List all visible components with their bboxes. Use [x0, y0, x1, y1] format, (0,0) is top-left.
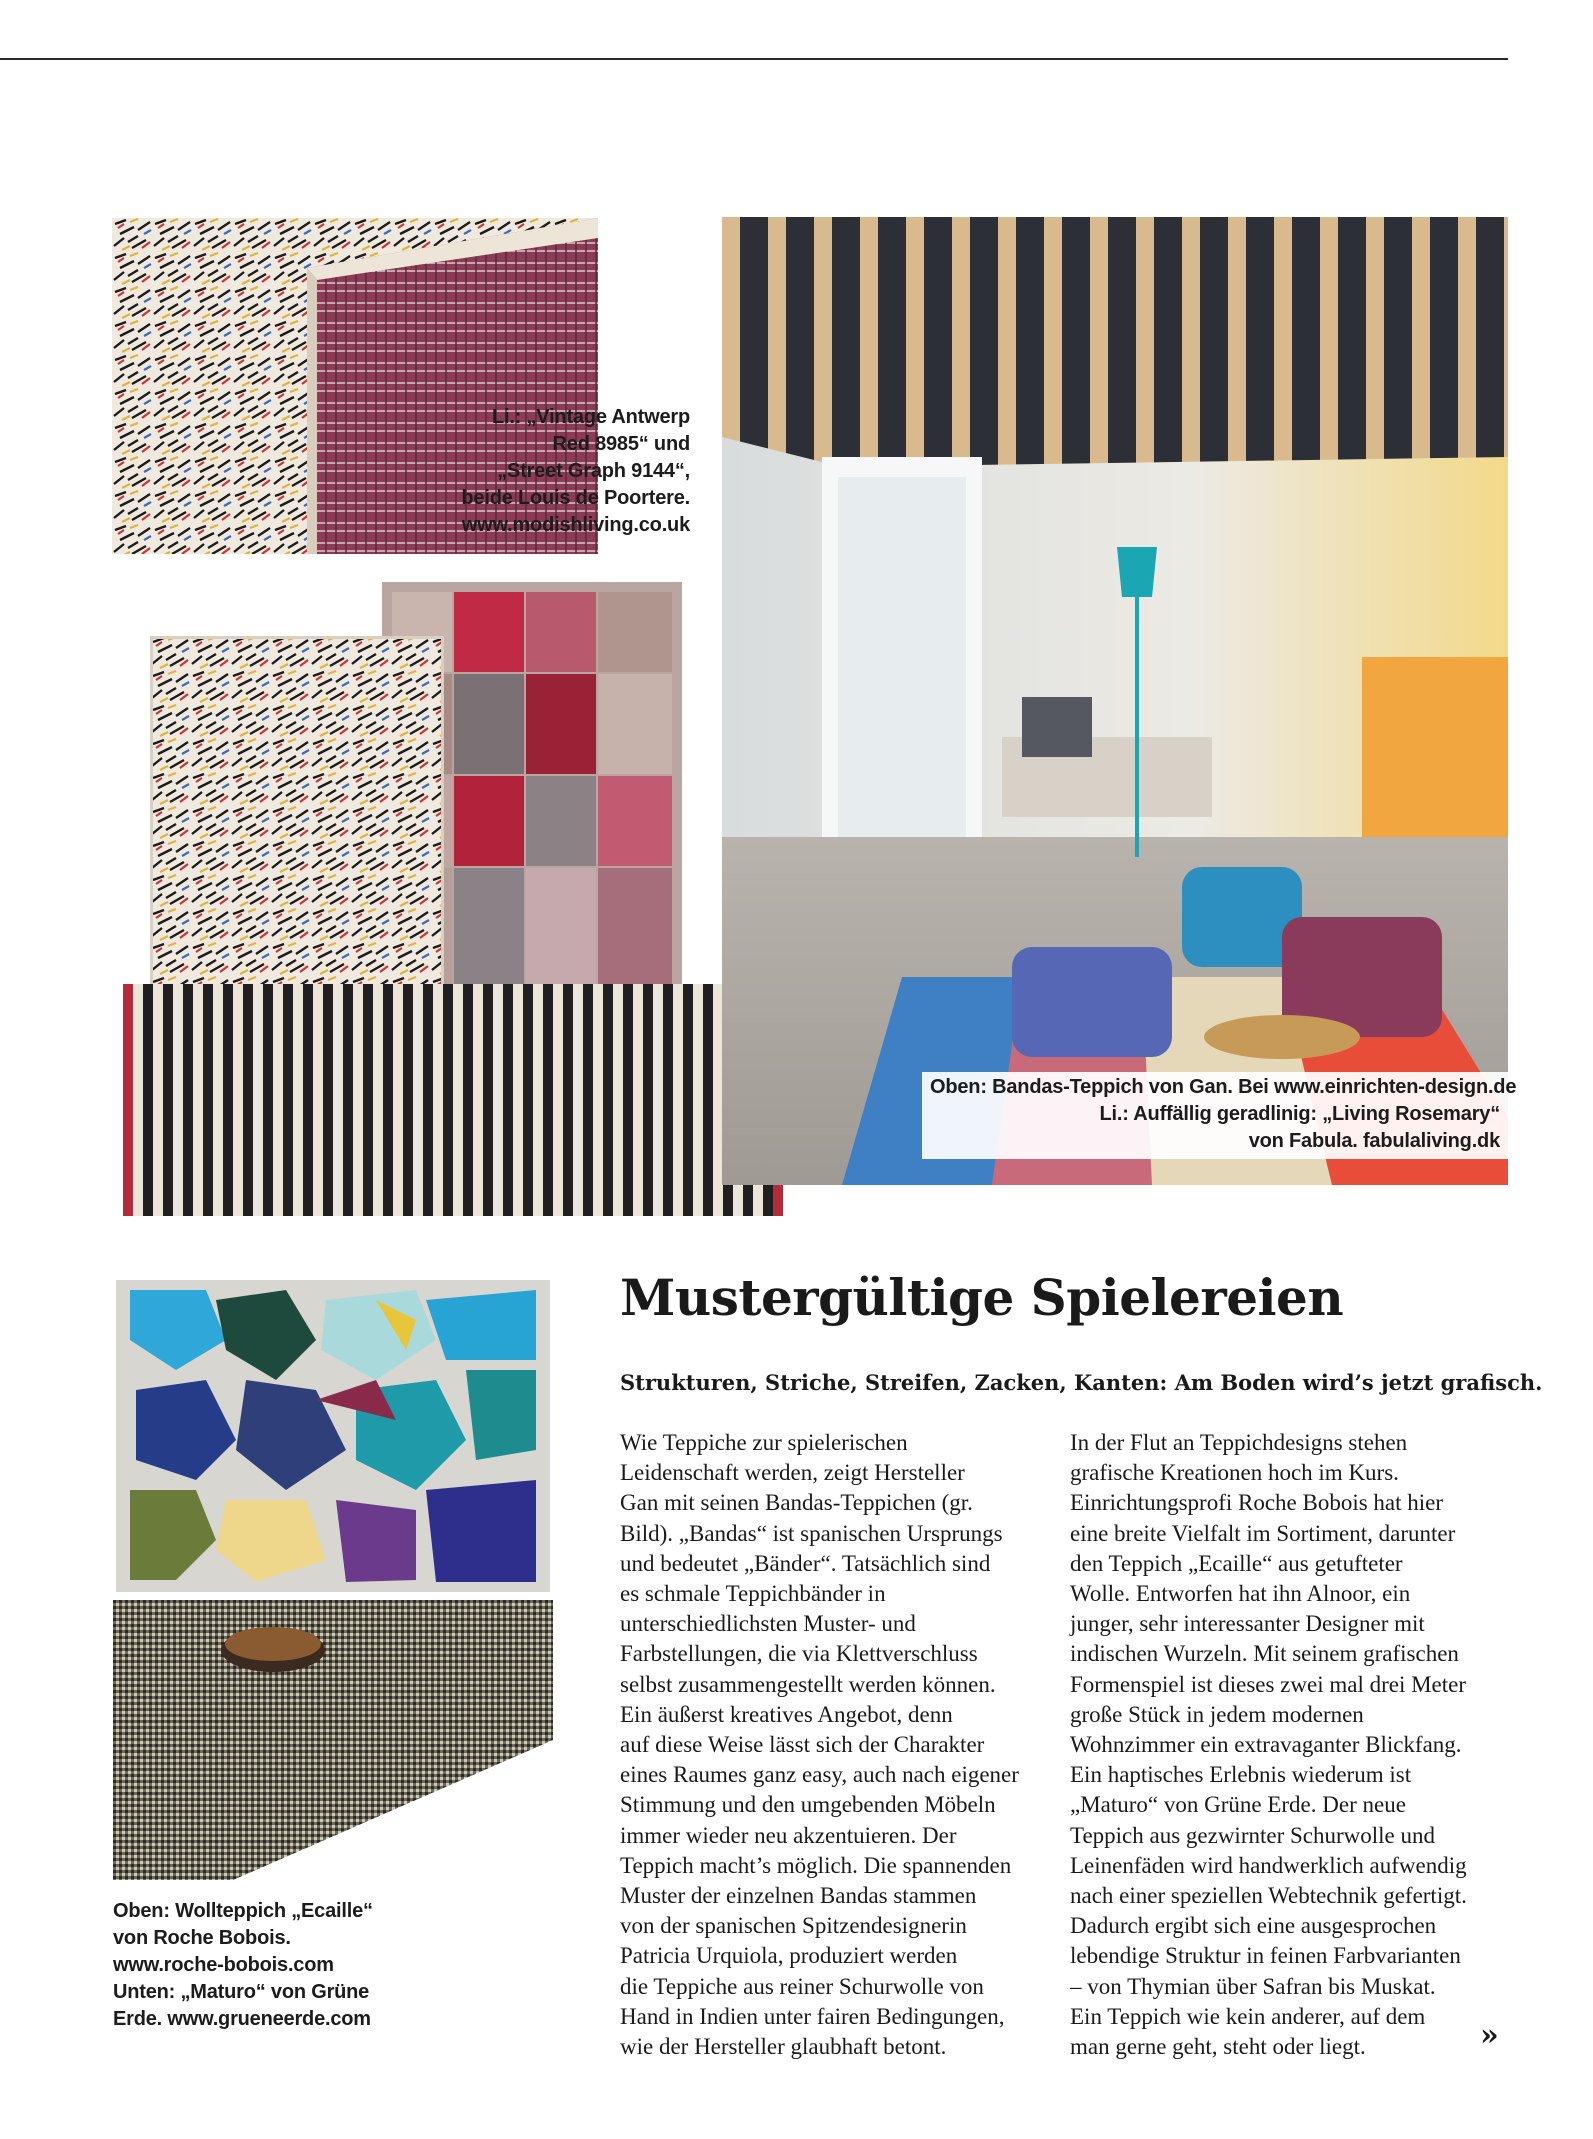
- body-line: Farbstellungen, die via Klettverschluss: [620, 1641, 978, 1667]
- body-line: In der Flut an Teppichdesigns stehen: [1070, 1430, 1408, 1455]
- body-line: eines Raumes ganz easy, auch nach eigener: [620, 1762, 1019, 1788]
- body-line: Wie Teppiche zur spielerischen: [620, 1430, 908, 1455]
- caption-line: Oben: Bandas-Teppich von Gan. Bei www.einrichten-design.de: [930, 1076, 1517, 1098]
- body-line: Hand in Indien unter fairen Bedingungen,: [620, 2003, 1005, 2029]
- body-line: Gan mit seinen Bandas-Teppichen (gr.: [620, 1490, 973, 1516]
- body-line: wie der Hersteller glaubhaft betont.: [620, 2034, 947, 2060]
- article-headline: Mustergültige Spielereien: [620, 1268, 1344, 1327]
- body-line: Wohnzimmer ein extravaganter Blickfang.: [1070, 1732, 1462, 1758]
- caption-line: Oben: Wollteppich „Ecaille“: [113, 1900, 373, 1922]
- caption-line: Li.: Auffällig geradlinig: „Living Rosemary“: [1099, 1103, 1500, 1125]
- caption-line: www.modishliving.co.uk: [461, 514, 690, 536]
- body-line: Bild). „Bandas“ ist spanischen Ursprungs: [620, 1520, 1003, 1546]
- caption-line: „Street Graph 9144“,: [497, 460, 690, 482]
- body-line: große Stück in jedem modernen: [1070, 1701, 1364, 1727]
- body-line: es schmale Teppichbänder in: [620, 1581, 886, 1607]
- body-line: Einrichtungsprofi Roche Bobois hat hier: [1070, 1490, 1444, 1516]
- interior-photo-bandas: [722, 217, 1517, 1185]
- article-column-2: [1070, 1428, 1508, 2062]
- body-line: Teppich aus gezwirnter Schurwolle und: [1070, 1822, 1436, 1848]
- body-line: Dadurch ergibt sich eine ausgesprochen: [1070, 1913, 1437, 1939]
- body-line: nach einer speziellen Webtechnik gefertigt.: [1070, 1883, 1467, 1909]
- article-column-1: [620, 1428, 1058, 2062]
- caption-line: Unten: „Maturo“ von Grüne: [113, 1981, 370, 2003]
- body-line: man gerne geht, steht oder liegt.: [1070, 2034, 1366, 2060]
- top-rule: [0, 58, 1508, 60]
- body-line: unterschiedlichsten Muster- und: [620, 1611, 916, 1637]
- caption-bottom-left: [113, 1898, 513, 2033]
- body-line: Patricia Urquiola, produziert werden: [620, 1943, 958, 1969]
- article-subline: Strukturen, Striche, Streifen, Zacken, Kanten: Am Boden wird’s jetzt grafisch.: [620, 1370, 1543, 1395]
- body-line: den Teppich „Ecaille“ aus getufteter: [1070, 1550, 1403, 1576]
- body-line: – von Thymian über Safran bis Muskat.: [1070, 1973, 1436, 1999]
- caption-top-left: [400, 404, 690, 539]
- body-line: Muster der einzelnen Bandas stammen: [620, 1883, 977, 1909]
- caption-line: von Fabula. fabulaliving.dk: [1248, 1130, 1500, 1152]
- body-line: Leinenfäden wird handwerklich aufwendig: [1070, 1852, 1467, 1878]
- caption-line: beide Louis de Poortere.: [461, 487, 690, 509]
- body-line: eine breite Vielfalt im Sortiment, darunter: [1070, 1520, 1456, 1546]
- caption-line: www.roche-bobois.com: [113, 1954, 334, 1976]
- body-line: indischen Wurzeln. Mit seinem grafischen: [1070, 1641, 1459, 1667]
- body-line: Teppich macht’s möglich. Die spannenden: [620, 1852, 1012, 1878]
- body-line: grafische Kreationen hoch im Kurs.: [1070, 1460, 1399, 1486]
- rug-photo-ecaille: [116, 1280, 550, 1592]
- body-line: die Teppiche aus reiner Schurwolle von: [620, 1973, 984, 1999]
- caption-line: Red 8985“ und: [552, 433, 690, 455]
- body-line: Stimmung und den umgebenden Möbeln: [620, 1792, 996, 1818]
- body-line: lebendige Struktur in feinen Farbvarianten: [1070, 1943, 1461, 1969]
- body-line: Wolle. Entworfen hat ihn Alnoor, ein: [1070, 1581, 1411, 1607]
- body-line: selbst zusammengestellt werden können.: [620, 1671, 996, 1697]
- rug-photo-living-rosemary: [123, 984, 783, 1216]
- continue-mark: »: [1480, 2018, 1499, 2053]
- body-line: und bedeutet „Bänder“. Tatsächlich sind: [620, 1550, 991, 1576]
- rug-photo-brushstroke: [150, 636, 444, 1004]
- body-line: Ein Teppich wie kein anderer, auf dem: [1070, 2003, 1426, 2029]
- rug-photo-maturo: [113, 1600, 553, 1880]
- body-line: Leidenschaft werden, zeigt Hersteller: [620, 1460, 965, 1486]
- body-line: Ein äußerst kreatives Angebot, denn: [620, 1701, 953, 1727]
- caption-main-photo: [922, 1072, 1517, 1159]
- caption-line: Li.: „Vintage Antwerp: [491, 406, 690, 428]
- body-line: „Maturo“ von Grüne Erde. Der neue: [1070, 1792, 1406, 1818]
- body-line: auf diese Weise lässt sich der Charakter: [620, 1732, 985, 1758]
- body-line: immer wieder neu akzentuieren. Der: [620, 1822, 957, 1848]
- body-line: junger, sehr interessanter Designer mit: [1070, 1611, 1425, 1637]
- caption-line: von Roche Bobois.: [113, 1927, 291, 1949]
- caption-line: Erde. www.grueneerde.com: [113, 2008, 371, 2030]
- body-line: von der spanischen Spitzendesignerin: [620, 1913, 967, 1939]
- body-line: Formenspiel ist dieses zwei mal drei Meter: [1070, 1671, 1467, 1697]
- body-line: Ein haptisches Erlebnis wiederum ist: [1070, 1762, 1412, 1788]
